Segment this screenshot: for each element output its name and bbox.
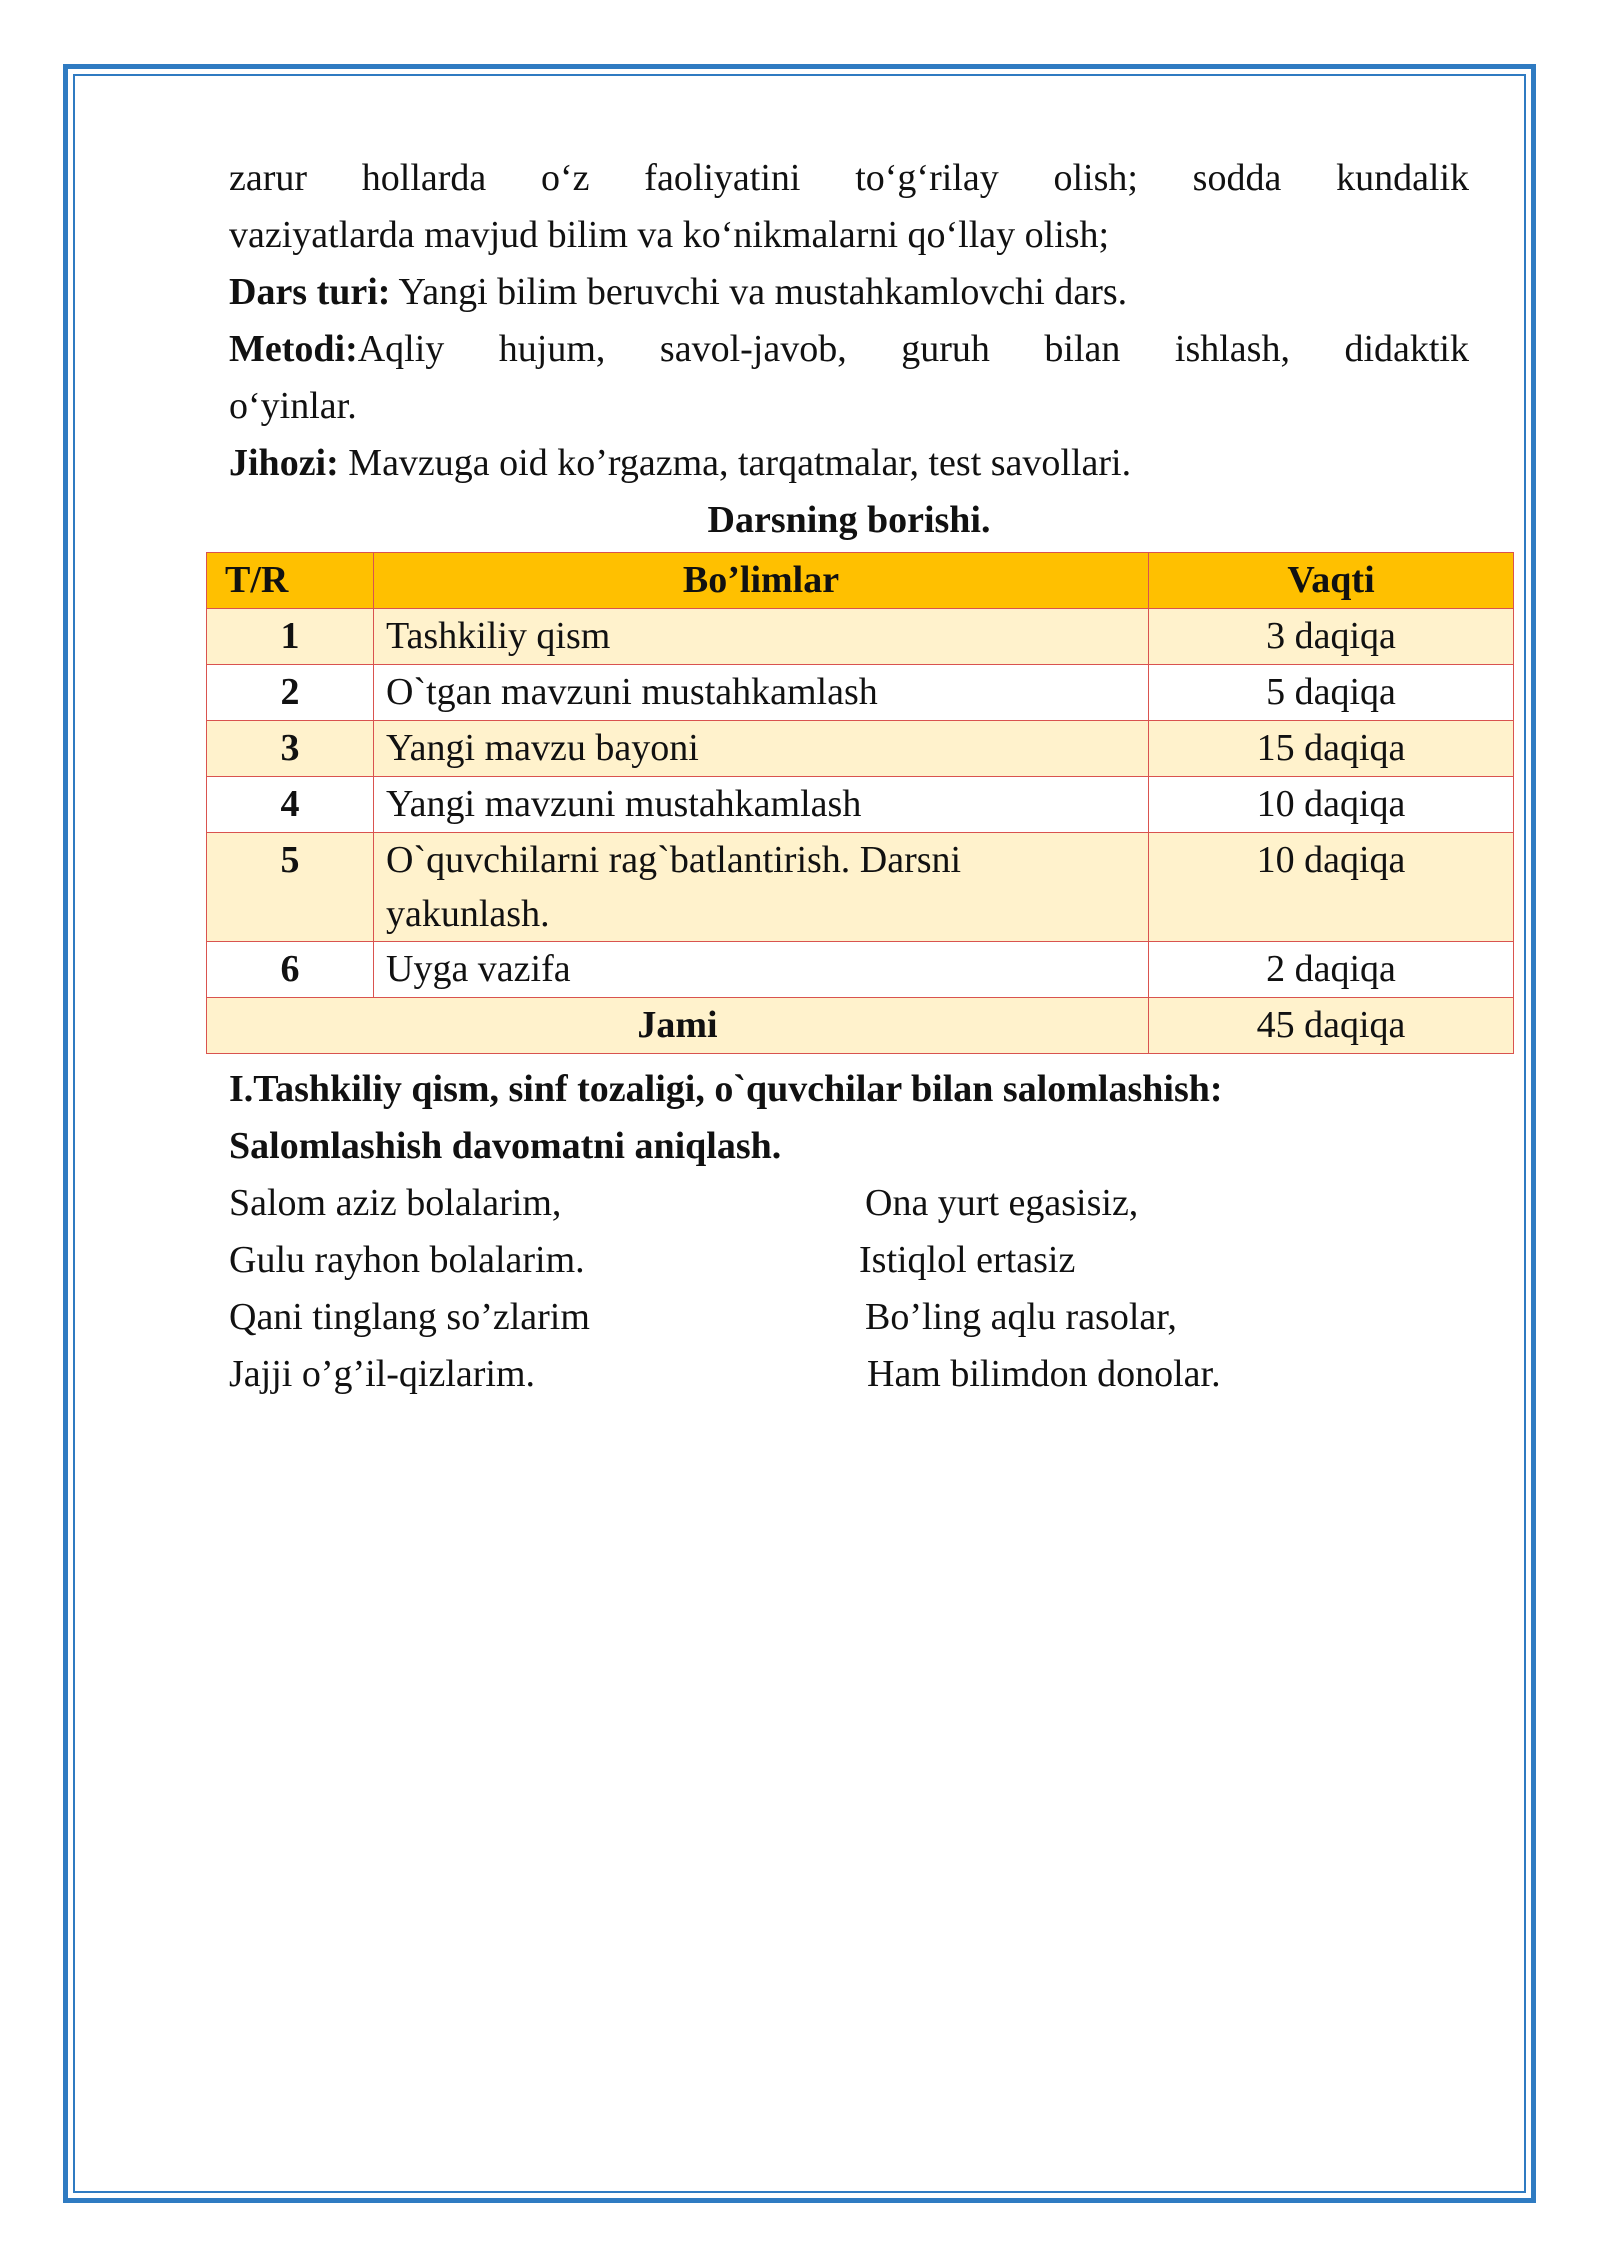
row-section-line: yakunlash. bbox=[386, 893, 550, 935]
table-row bbox=[207, 609, 1514, 665]
poem-line bbox=[229, 1289, 1469, 1346]
jihozi-label: Jihozi: bbox=[229, 442, 339, 484]
section-title: Darsning borishi. bbox=[707, 499, 991, 541]
table-row bbox=[207, 665, 1514, 721]
metodi-value: Aqliy hujum, savol-javob, guruh bilan ishlash, didaktik bbox=[357, 328, 1469, 370]
row-time: 2 daqiqa bbox=[1149, 942, 1514, 998]
table-header-row bbox=[207, 553, 1514, 609]
poem-left: Salom aziz bolalarim, bbox=[229, 1182, 562, 1224]
metodi bbox=[229, 321, 1469, 378]
row-section bbox=[374, 833, 1149, 942]
row-number: 3 bbox=[207, 721, 374, 777]
header-tr: T/R bbox=[207, 553, 374, 609]
table-row bbox=[207, 833, 1514, 942]
poem-line bbox=[229, 1232, 1469, 1289]
poem-right: Bo’ling aqlu rasolar, bbox=[865, 1296, 1177, 1338]
header-sections: Bo’limlar bbox=[374, 553, 1149, 609]
dars-turi bbox=[229, 264, 1469, 321]
row-section: Uyga vazifa bbox=[374, 942, 1149, 998]
intro-text bbox=[229, 150, 1469, 549]
row-number: 5 bbox=[207, 833, 374, 942]
poem-left: Gulu rayhon bolalarim. bbox=[229, 1239, 585, 1281]
metodi-label: Metodi: bbox=[229, 328, 358, 370]
poem-left: Qani tinglang so’zlarim bbox=[229, 1296, 590, 1338]
row-time: 15 daqiqa bbox=[1149, 721, 1514, 777]
row-section: Yangi mavzuni mustahkamlash bbox=[374, 777, 1149, 833]
total-label: Jami bbox=[207, 998, 1149, 1054]
table-row bbox=[207, 942, 1514, 998]
part-one-heading: I.Tashkiliy qism, sinf tozaligi, o`quvchilar bilan salomlashish: bbox=[229, 1068, 1223, 1110]
poem-line bbox=[229, 1346, 1469, 1403]
jihozi-value: Mavzuga oid ko’rgazma, tarqatmalar, test savollari. bbox=[338, 442, 1132, 484]
part-one bbox=[229, 1061, 1469, 1403]
row-section: Tashkiliy qism bbox=[374, 609, 1149, 665]
dars-turi-label: Dars turi: bbox=[229, 271, 391, 313]
metodi-cont: o‘yinlar. bbox=[229, 385, 357, 427]
poem-right: Ham bilimdon donolar. bbox=[867, 1353, 1221, 1395]
jihozi bbox=[229, 435, 1469, 492]
row-time: 10 daqiqa bbox=[1149, 833, 1514, 942]
row-section-line: O`quvchilarni rag`batlantirish. Darsni bbox=[386, 839, 962, 881]
poem-left: Jajji o’g’il-qizlarim. bbox=[229, 1353, 536, 1395]
header-time: Vaqti bbox=[1149, 553, 1514, 609]
poem-line bbox=[229, 1175, 1469, 1232]
row-number: 6 bbox=[207, 942, 374, 998]
row-number: 1 bbox=[207, 609, 374, 665]
poem-right: Istiqlol ertasiz bbox=[859, 1239, 1076, 1281]
part-one-subheading: Salomlashish davomatni aniqlash. bbox=[229, 1125, 782, 1167]
table-row bbox=[207, 777, 1514, 833]
row-number: 4 bbox=[207, 777, 374, 833]
table-row bbox=[207, 721, 1514, 777]
table-total-row bbox=[207, 998, 1514, 1054]
row-time: 3 daqiqa bbox=[1149, 609, 1514, 665]
row-time: 10 daqiqa bbox=[1149, 777, 1514, 833]
intro-line-2: vaziyatlarda mavjud bilim va ko‘nikmalarni qo‘llay olish; bbox=[229, 214, 1110, 256]
row-section: O`tgan mavzuni mustahkamlash bbox=[374, 665, 1149, 721]
total-time: 45 daqiqa bbox=[1149, 998, 1514, 1054]
row-number: 2 bbox=[207, 665, 374, 721]
intro-line-1: zarur hollarda o‘z faoliyatini to‘g‘rilay olish; sodda kundalik bbox=[229, 157, 1470, 199]
poem-right: Ona yurt egasisiz, bbox=[865, 1182, 1139, 1224]
lesson-plan-table bbox=[206, 552, 1514, 1054]
dars-turi-value: Yangi bilim beruvchi va mustahkamlovchi dars. bbox=[390, 271, 1128, 313]
row-time: 5 daqiqa bbox=[1149, 665, 1514, 721]
row-section: Yangi mavzu bayoni bbox=[374, 721, 1149, 777]
